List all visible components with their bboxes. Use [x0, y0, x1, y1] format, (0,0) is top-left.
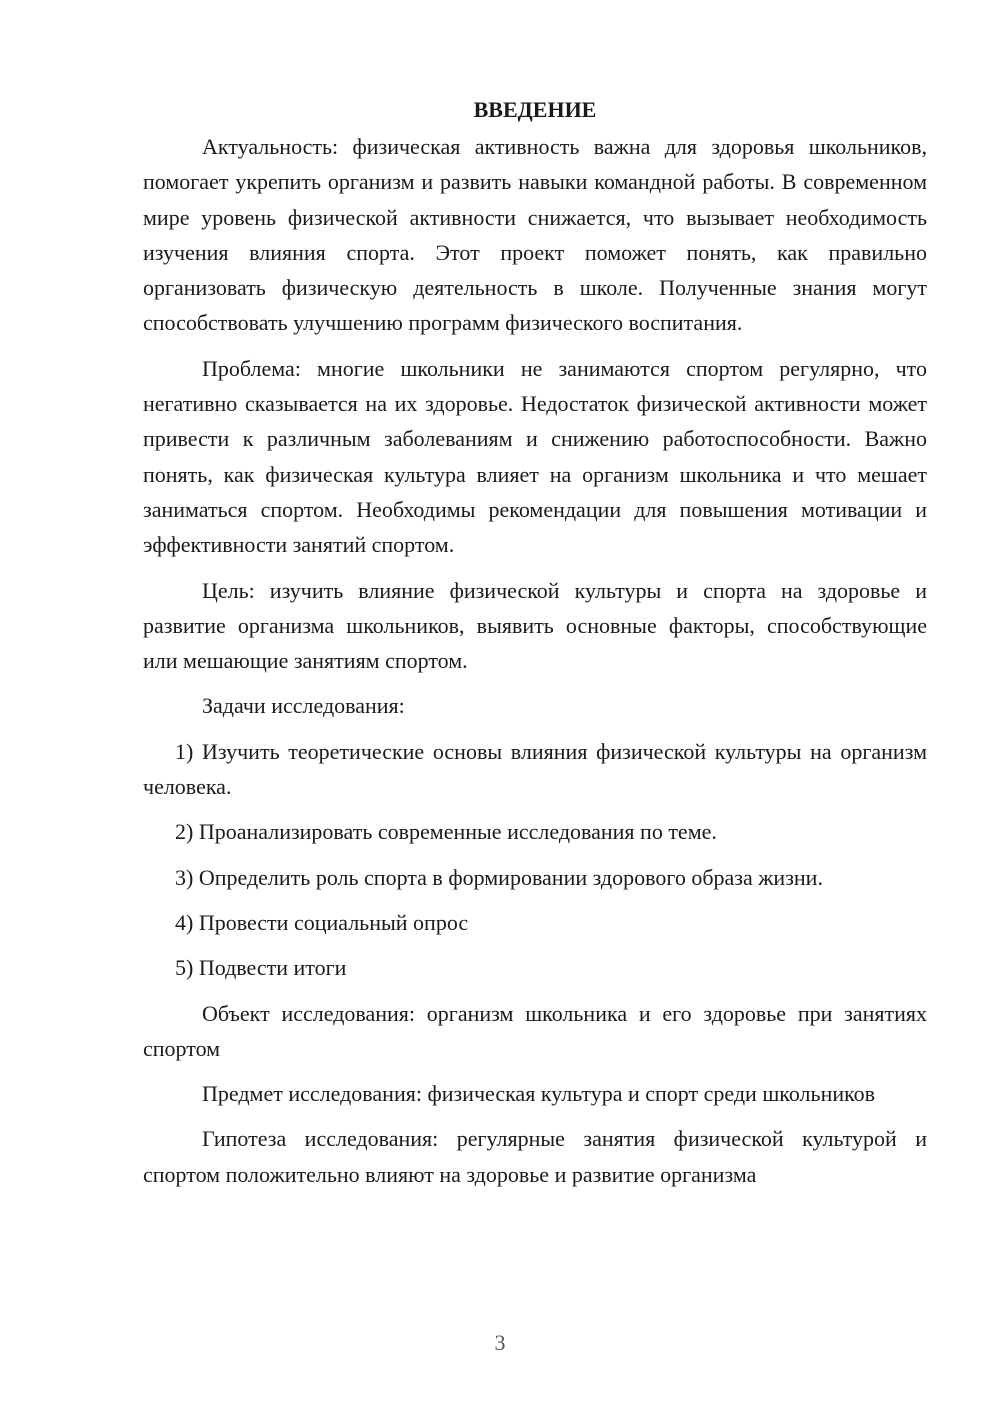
paragraph-problem: Проблема: многие школьники не занимаются спортом регулярно, что негативно сказывается на их здоровье. Недостаток физической активности может привести к различным заболеваниям и снижению работоспособности. Важно понять, как физическая культура влияет на организм школьника и что мешает заниматься спортом. Необходимы рекомендации для повышения мотивации и эффективности занятий спортом. — [143, 355, 927, 558]
section-title: ВВЕДЕНИЕ — [473, 97, 597, 122]
paragraph-goal: Цель: изучить влияние физической культуры и спорта на здоровье и развитие организма школьников, выявить основные факторы, способствующие или мешающие занятиям спортом. — [143, 577, 927, 674]
page-number: 3 — [494, 1330, 506, 1355]
paragraph-relevance: Актуальность: физическая активность важна для здоровья школьников, помогает укрепить организм и развить навыки командной работы. В современном мире уровень физической активности снижается, что вызывает необходимость изучения влияния спорта. Этот проект поможет понять, как правильно организовать физическую деятельность в школе. Полученные знания могут способствовать улучшению программ физического воспитания. — [143, 134, 927, 336]
task-item-3: 3) Определить роль спорта в формировании здорового образа жизни. — [175, 864, 823, 890]
task-item-4: 4) Провести социальный опрос — [175, 909, 469, 935]
paragraph-subject: Предмет исследования: физическая культура и спорт среди школьников — [202, 1081, 876, 1107]
task-item-5: 5) Подвести итоги — [175, 955, 347, 981]
document-page — [143, 92, 927, 1192]
task-item-2: 2) Проанализировать современные исследования по теме. — [175, 819, 717, 845]
paragraph-hypothesis: Гипотеза исследования: регулярные занятия физической культурой и спортом положительно влияют на здоровье и развитие организма — [143, 1126, 927, 1187]
paragraph-object: Объект исследования: организм школьника и его здоровье при занятиях спортом — [143, 1000, 927, 1061]
paragraph-tasks-heading: Задачи исследования: — [202, 693, 405, 719]
task-item-1: 1) Изучить теоретические основы влияния физической культуры на организм человека. — [143, 738, 927, 800]
